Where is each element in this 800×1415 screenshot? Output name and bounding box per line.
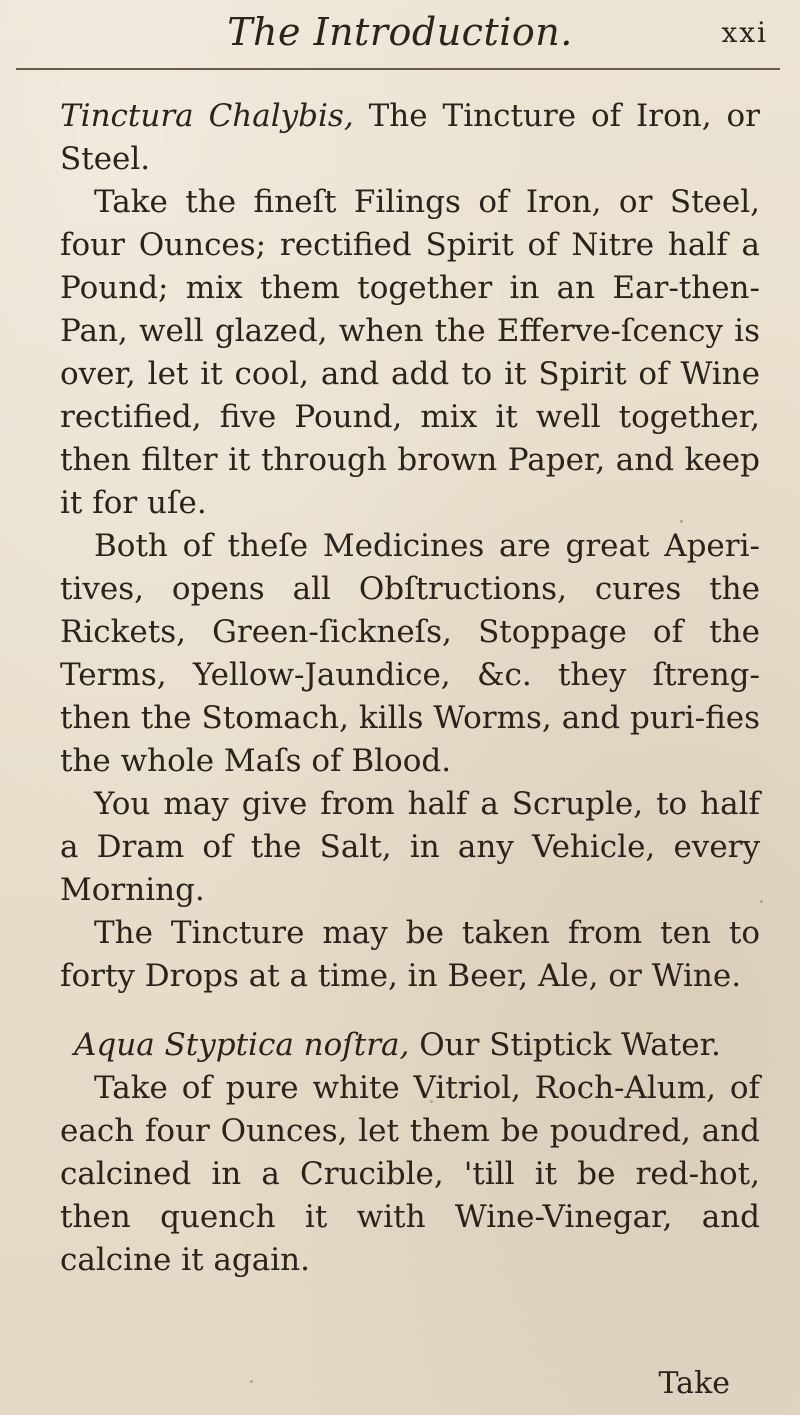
paper-speck	[120, 210, 123, 213]
section-tinctura-chalybis	[60, 95, 760, 998]
running-head: The Introduction.	[227, 10, 573, 54]
paragraph: Both of theſe Medicines are great Aperi-tives, opens all Obſtructions, cures the Rickets, Green-ſickneſs, Stoppage of the Terms, Yellow-Jaundice, &c. they ſtreng-then the Stomach, kills Worms, and puri-fies the whole Maſs of Blood.	[60, 528, 760, 779]
paragraph: Take of pure white Vitriol, Roch-Alum, of each four Ounces, let them be poudred, and calcined in a Crucible, 'till it be red-hot, then quench it with Wine-Vinegar, and calcine it again.	[60, 1070, 760, 1278]
section-title-latin: Aqua Styptica noſtra,	[74, 1027, 410, 1063]
paper-speck	[430, 1100, 433, 1103]
section-title	[60, 1024, 760, 1067]
paragraph: You may give from half a Scruple, to half a Dram of the Salt, in any Vehicle, every Morning.	[60, 786, 760, 908]
paragraph: Take the fineſt Filings of Iron, or Steel, four Ounces; rectified Spirit of Nitre half a Pound; mix them together in an Ear-then-Pan, well glazed, when the Efferve-ſcency is over, let it cool, and add to it Spirit of Wine rectified, five Pound, mix it well together, then filter it through brown Paper, and keep it for uſe.	[60, 184, 760, 521]
section-spacer	[60, 998, 760, 1024]
paragraph: The Tincture may be taken from ten to forty Drops at a time, in Beer, Ale, or Wine.	[60, 915, 760, 994]
page-header	[0, 0, 800, 70]
paper-speck	[680, 520, 683, 523]
section-title	[60, 95, 760, 181]
page-number: xxi	[721, 16, 768, 49]
paper-speck	[760, 900, 763, 903]
section-title-english: The Tincture of Iron, or Steel.	[60, 98, 760, 177]
page-body	[60, 95, 760, 1282]
header-rule	[16, 68, 780, 70]
section-title-english: Our Stiptick Water.	[419, 1027, 721, 1063]
section-title-latin: Tinctura Chalybis,	[60, 98, 354, 134]
paper-speck	[250, 1380, 253, 1383]
catchword: Take	[658, 1366, 730, 1401]
section-aqua-styptica	[60, 1024, 760, 1282]
